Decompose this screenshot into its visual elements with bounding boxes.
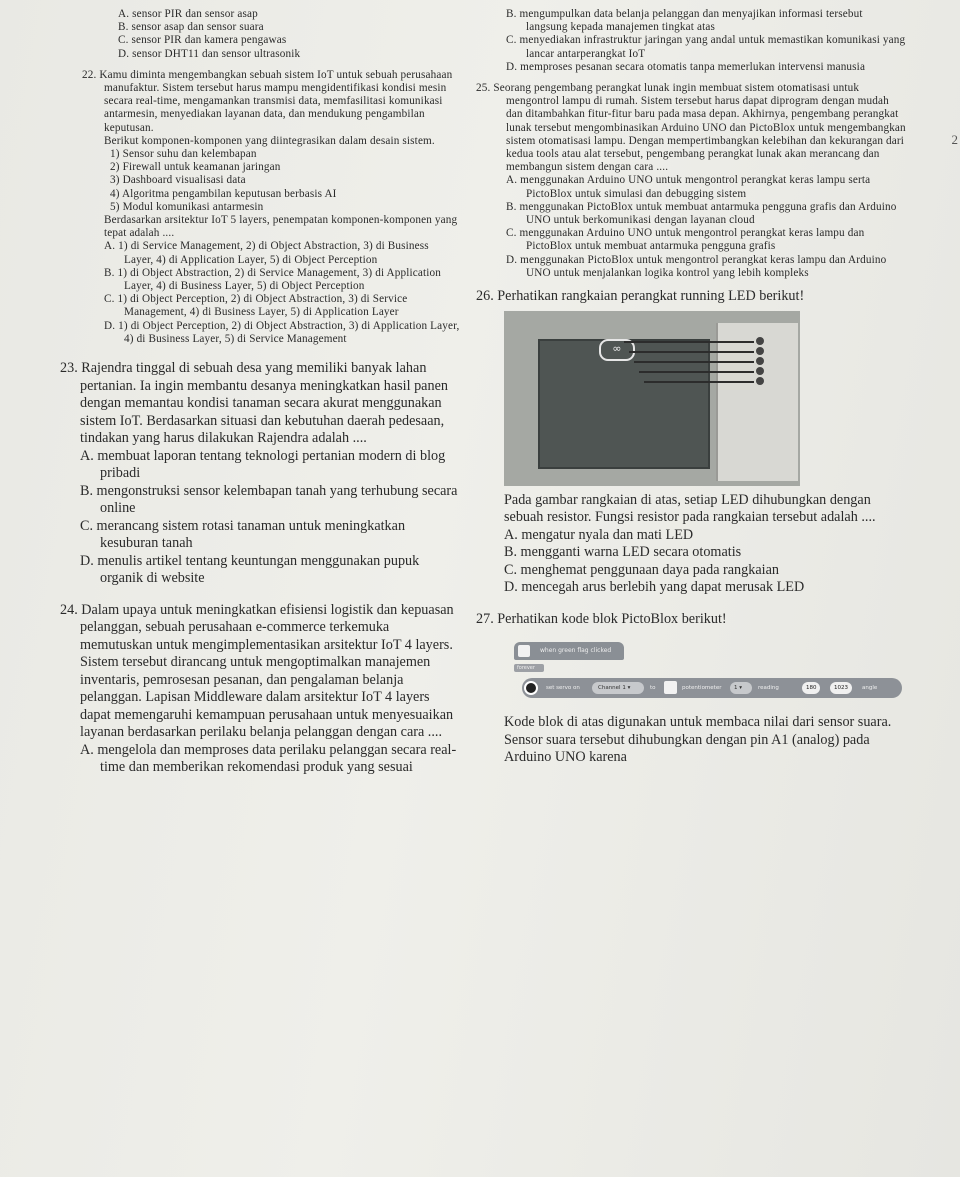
servo-icon (524, 681, 538, 695)
question-26-stem: 26. Perhatikan rangkaian perangkat running LED berikut! (476, 288, 805, 305)
led (756, 367, 764, 375)
option-d: D. menggunakan PictoBlox untuk mengontrol perangkat keras lampu dan Arduino UNO untuk menjalankan logika kontrol yang lebih kompleks (506, 253, 887, 279)
option-a: A. menggunakan Arduino UNO untuk mengontrol perangkat keras lampu serta PictoBlox untuk simulasi dan debugging sistem (506, 174, 871, 200)
wire (639, 371, 754, 373)
component-3: 3) Dashboard visualisasi data (110, 174, 246, 187)
option-c: C. menghemat penggunaan daya pada rangkaian (504, 561, 779, 578)
option-c: C. menyediakan infrastruktur jaringan yang andal untuk memastikan komunikasi yang lancar antarperangkat IoT (506, 34, 906, 60)
option-a: A. 1) di Service Management, 2) di Object Abstraction, 3) di Business Layer, 4) di Application Layer, 5) di Object Perception (104, 240, 429, 266)
component-4: 4) Algoritma pengambilan keputusan berbasis AI (110, 187, 337, 200)
arduino-logo-icon: ∞ (599, 339, 635, 361)
option-d: D. sensor DHT11 dan sensor ultrasonik (118, 47, 301, 60)
option-c: C. menggunakan Arduino UNO untuk mengontrol perangkat keras lampu dan PictoBlox untuk membuat antarmuka pengguna grafis (506, 227, 865, 253)
set-servo-block: set servo on Channel 1 ▾ to potentiometer 1 ▾ reading 180 1023 angle (522, 678, 902, 698)
option-d: D. memproses pesanan secara otomatis tanpa memerlukan intervensi manusia (506, 60, 866, 73)
extension-icon (518, 645, 530, 657)
option-a: A. membuat laporan tentang teknologi pertanian modern di blog pribadi (80, 447, 446, 482)
option-c: C. 1) di Object Perception, 2) di Object Abstraction, 3) di Service Management, 4) di Business Layer, 5) di Application Layer (104, 293, 408, 319)
when-flag-clicked-block: when green flag clicked (514, 642, 624, 660)
question-26-caption: Pada gambar rangkaian di atas, setiap LED dihubungkan dengan sebuah resistor. Fungsi resistor pada rangkaian tersebut adalah .... (504, 491, 876, 526)
question-22-question: Berdasarkan arsitektur IoT 5 layers, penempatan komponen-komponen yang tepat adalah .... (104, 214, 458, 240)
question-26 (476, 288, 906, 597)
question-27-description: Kode blok di atas digunakan untuk membaca nilai dari sensor suara. Sensor suara tersebut dihubungkan dengan pin A1 (analog) pada Arduino UNO karena (504, 714, 892, 766)
option-b: B. mengumpulkan data belanja pelanggan dan menyajikan informasi tersebut langsung kepada manajemen tingkat atas (506, 8, 863, 34)
pictoblox-code-image (504, 634, 904, 704)
option-b: B. mengganti warna LED secara otomatis (504, 544, 742, 561)
question-27-stem: 27. Perhatikan kode blok PictoBlox berikut! (476, 610, 727, 627)
option-b: B. sensor asap dan sensor suara (118, 21, 264, 34)
option-b: B. menggunakan PictoBlox untuk membuat antarmuka pengguna grafis dan Arduino UNO untuk berkomunikasi dengan layanan cloud (506, 200, 897, 227)
component-1: 1) Sensor suhu dan kelembapan (110, 148, 257, 161)
option-c: C. merancang sistem rotasi tanaman untuk meningkatkan kesuburan tanah (80, 517, 406, 552)
option-d: D. menulis artikel tentang keuntungan menggunakan pupuk organik di website (80, 552, 420, 587)
wire (629, 351, 754, 353)
wire (644, 381, 754, 383)
question-23-stem: 23. Rajendra tinggal di sebuah desa yang memiliki banyak lahan pertanian. Ia ingin membantu desanya meningkatkan hasil panen dengan memantau kondisi tanaman secara akurat menggunakan sistem IoT. Berdasarkan situasi dan kebutuhan daerah pedesaan, tindakan yang harus dilakukan Rajendra adalah .... (60, 360, 448, 447)
question-25 (476, 82, 906, 280)
question-24-continued (476, 8, 906, 74)
option-d: D. mencegah arus berlebih yang dapat merusak LED (504, 579, 805, 596)
left-column (60, 8, 460, 777)
led (756, 377, 764, 385)
question-22 (60, 69, 460, 346)
led (756, 337, 764, 345)
question-23 (60, 360, 460, 588)
option-d: D. 1) di Object Perception, 2) di Object Abstraction, 3) di Application Layer, 4) di Business Layer, 5) di Service Management (104, 319, 460, 345)
option-c: C. sensor PIR dan kamera pengawas (118, 34, 287, 47)
led (756, 357, 764, 365)
option-b: B. mengonstruksi sensor kelembapan tanah yang terhubung secara online (80, 482, 458, 517)
question-27 (476, 611, 906, 767)
page-number-edge: 2 (951, 132, 958, 147)
question-24-stem: 24. Dalam upaya untuk meningkatkan efisiensi logistik dan kepuasan pelanggan, sebuah perusahaan e-commerce terkemuka memutuskan untuk mengimplementasikan arsitektur IoT 4 layers. Sistem tersebut dirancang untuk mengoptimalkan manajemen inventaris, pemrosesan pesanan, dan pengalaman belanja pelanggan. Lapisan Middleware dalam arsitektur IoT 4 layers dapat memengaruhi kemampuan perusahaan untuk menyesuaikan layanan berdasarkan perilaku belanja pelanggan dengan cara .... (60, 601, 454, 741)
running-led-circuit-image (504, 311, 800, 486)
wire (634, 361, 754, 363)
option-a: A. mengatur nyala dan mati LED (504, 526, 694, 543)
option-a: A. sensor PIR dan sensor asap (118, 8, 258, 20)
question-25-stem: 25. Seorang pengembang perangkat lunak ingin membuat sistem otomatisasi untuk mengontrol lampu di rumah. Sistem tersebut harus dapat diprogram dengan mudah dan ditambahkan fitur-fitur baru pada masa depan. Akhirnya, pengembang perangkat lunak tersebut mengombinasikan Arduino UNO dan PictoBlox untuk mengembangkan sistem otomatisasi lampu. Dengan mempertimbangkan kelebihan dan kekurangan dari kedua tools atau alat tersebut, pengembang perangkat lunak akan merancang dan membangun sistem dengan cara .... (476, 82, 906, 174)
led (756, 347, 764, 355)
component-2: 2) Firewall untuk keamanan jaringan (110, 161, 281, 174)
extension-icon (664, 681, 677, 694)
wire (624, 341, 754, 343)
option-b: B. 1) di Object Abstraction, 2) di Service Management, 3) di Application Layer, 4) di Business Layer, 5) di Object Perception (104, 266, 442, 293)
question-22-intro: Berikut komponen-komponen yang diintegrasikan dalam desain sistem. (104, 134, 435, 147)
question-22-stem: 22. Kamu diminta mengembangkan sebuah sistem IoT untuk sebuah perusahaan manufaktur. Sistem tersebut harus mampu mengidentifikasi kondisi mesin secara real-time, mengamankan transmisi data, memfasilitasi komunikasi antarmesin, menyediakan layanan data, dan mendukung pengambilan keputusan. (82, 68, 453, 134)
right-column (476, 8, 906, 767)
breadboard (716, 323, 798, 481)
component-5: 5) Modul komunikasi antarmesin (110, 200, 264, 213)
question-21-options (60, 8, 460, 61)
question-24 (60, 602, 460, 777)
option-a: A. mengelola dan memproses data perilaku pelanggan secara real-time dan memberikan rekomendasi produk yang sesuai (80, 741, 457, 776)
forever-block: forever (514, 664, 544, 672)
